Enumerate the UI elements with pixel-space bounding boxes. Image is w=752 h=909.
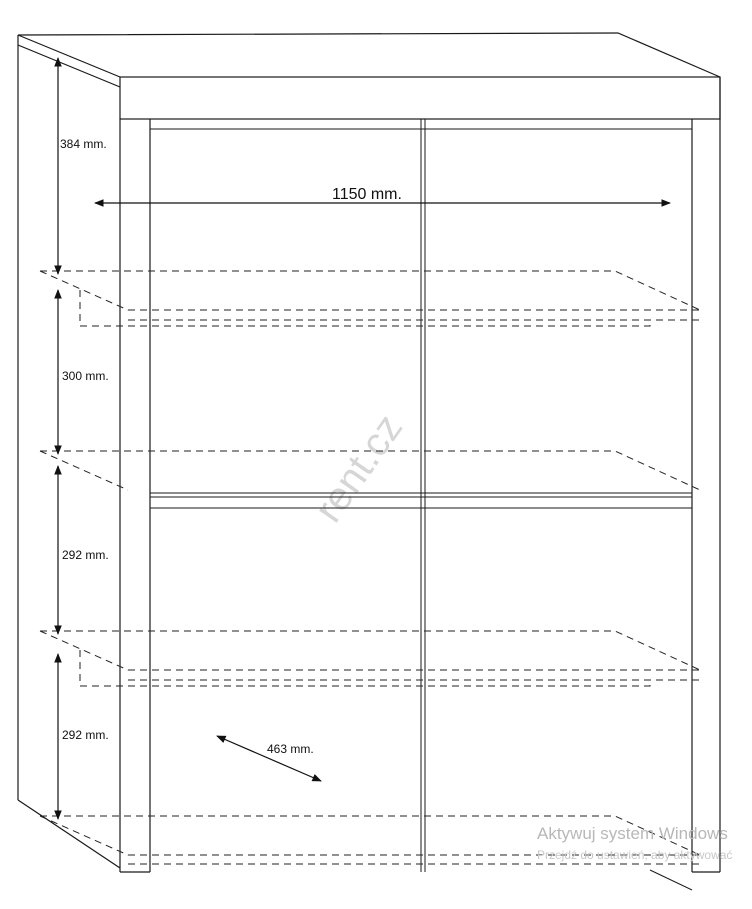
label-shelf-gap-3: 292 mm. xyxy=(62,728,109,742)
label-shelf-gap-2: 292 mm. xyxy=(62,548,109,562)
watermark-text: rent.cz xyxy=(306,406,412,531)
label-depth: 463 mm. xyxy=(267,742,314,756)
shelf-1 xyxy=(40,271,700,326)
label-top-gap: 384 mm. xyxy=(60,137,107,151)
windows-activation-subtitle: Przejdź do ustawień, aby aktywować xyxy=(537,848,733,862)
shelf-3 xyxy=(40,631,700,686)
label-width: 1150 mm. xyxy=(332,186,402,203)
label-shelf-gap-1: 300 mm. xyxy=(62,369,109,383)
windows-activation-title: Aktywuj system Windows xyxy=(537,824,728,843)
